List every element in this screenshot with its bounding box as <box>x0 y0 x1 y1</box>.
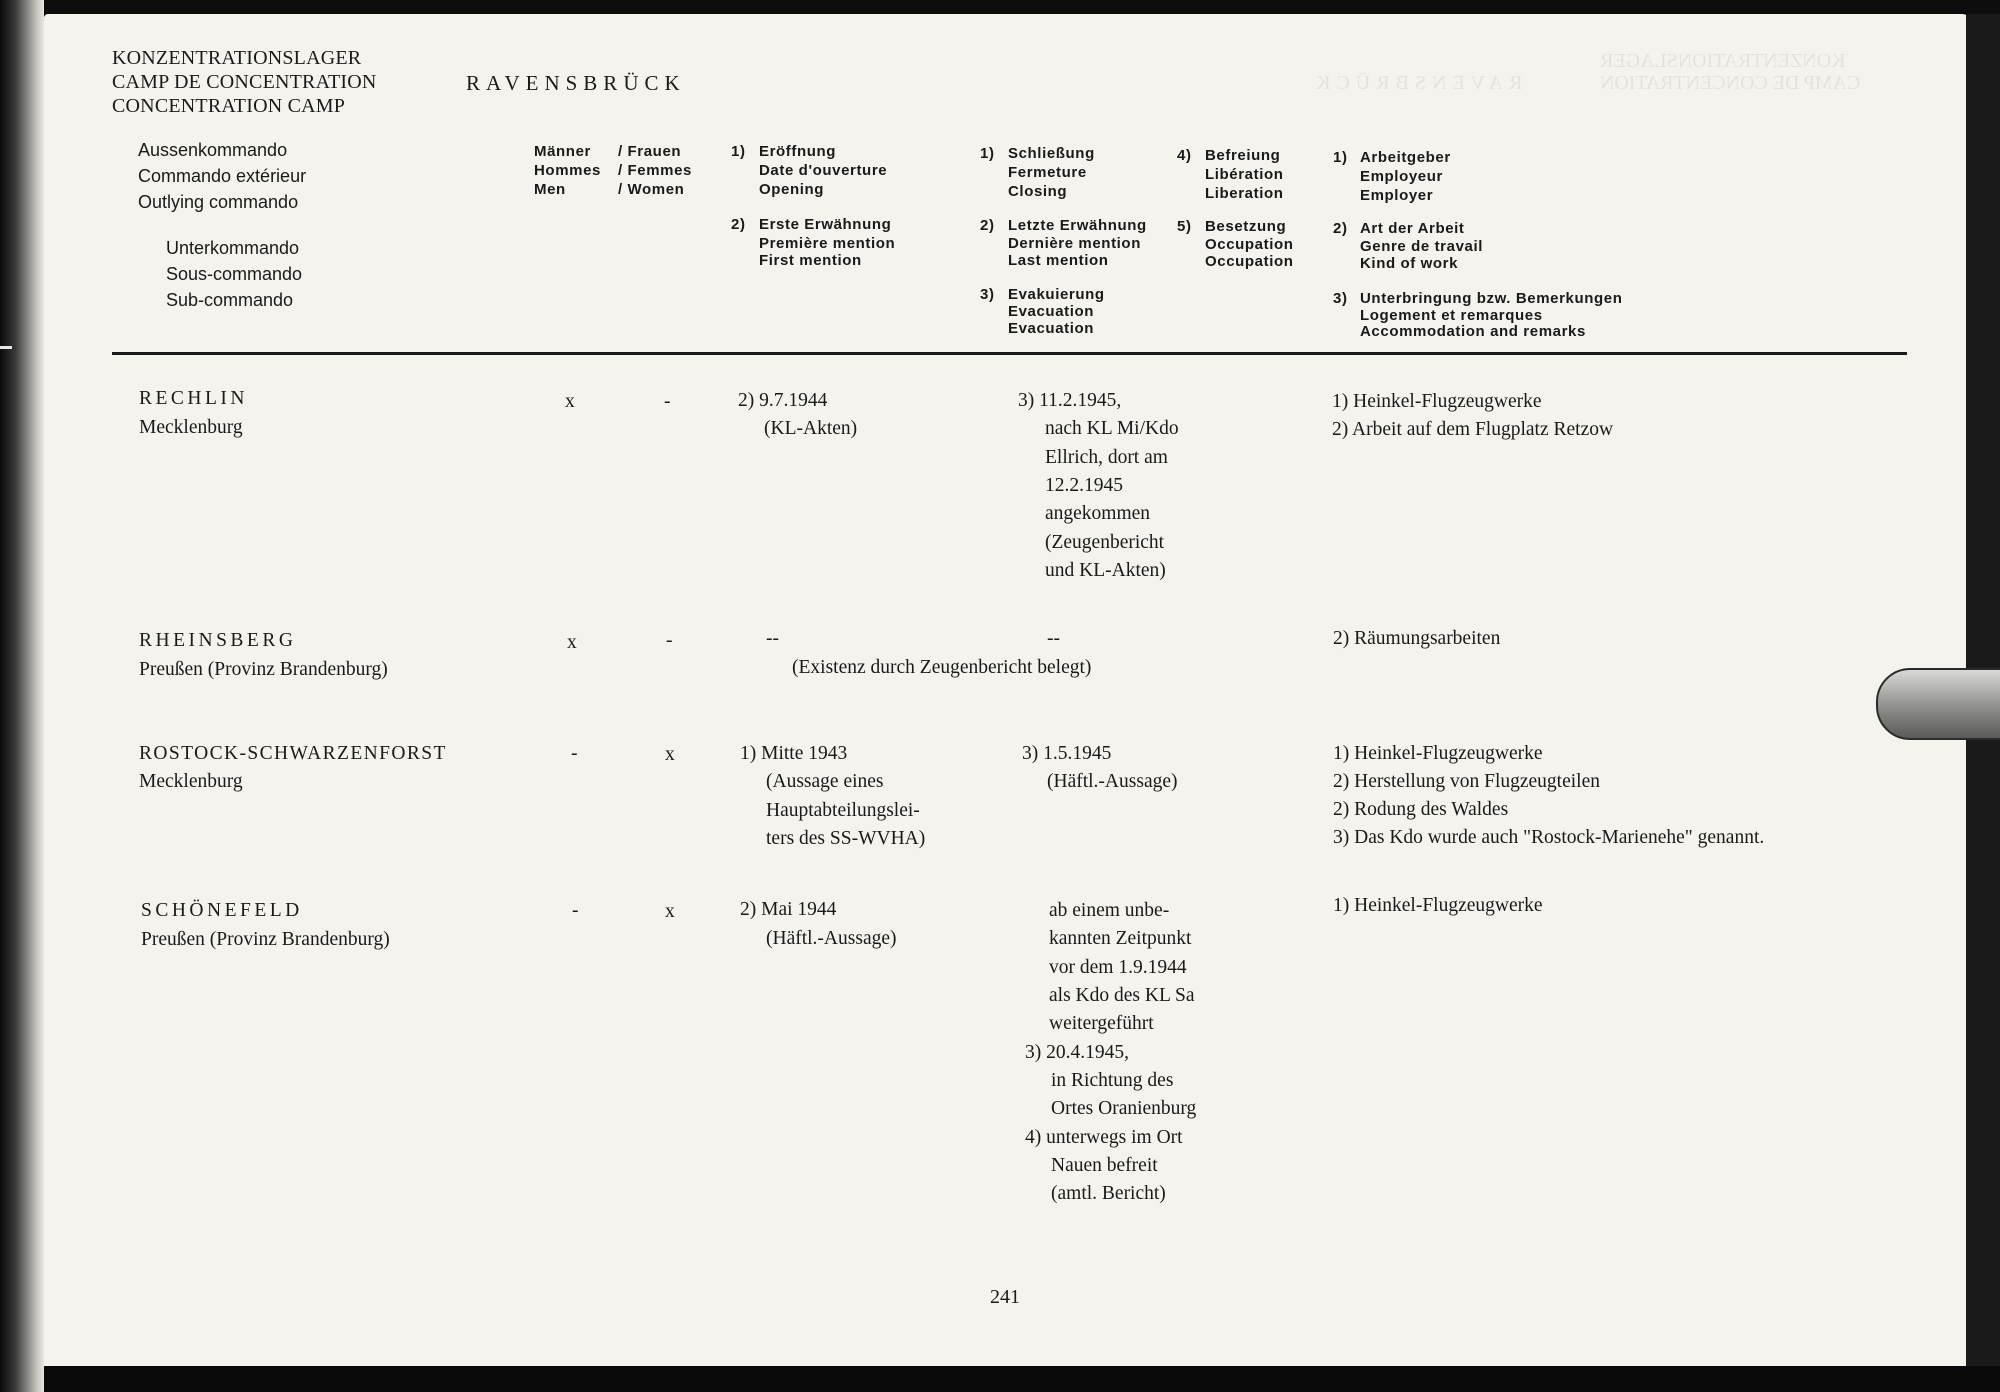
opening-number: 1) <box>731 143 746 160</box>
closing-number: 1) <box>980 145 995 162</box>
men-header: Hommes <box>534 162 601 179</box>
closing-line: 4) unterwegs im Ort <box>1025 1127 1183 1148</box>
closing-line: Ellrich, dort am <box>1045 447 1168 468</box>
bleed-through-name: RAVENSBRÜCK <box>1310 72 1523 94</box>
closing-header: Closing <box>1008 183 1068 200</box>
women-header: / Women <box>618 181 685 198</box>
remark-line: 1) Heinkel-Flugzeugwerke <box>1333 743 1543 764</box>
women-mark: - <box>666 630 673 651</box>
work-type-number: 2) <box>1333 220 1348 237</box>
page-edge-bottom <box>44 1366 2000 1392</box>
remark-line: 2) Rodung des Waldes <box>1333 799 1509 820</box>
occupation-header: Occupation <box>1205 236 1294 253</box>
camp-name: RAVENSBRÜCK <box>466 71 686 95</box>
opening-line: (KL-Akten) <box>764 418 858 439</box>
closing-line: (Zeugenbericht <box>1045 532 1165 553</box>
closing-line: 3) 20.4.1945, <box>1025 1042 1129 1063</box>
liberation-number: 4) <box>1177 147 1192 164</box>
men-mark: x <box>567 632 577 653</box>
last-mention-header: Dernière mention <box>1008 235 1141 252</box>
header-divider <box>112 352 1907 355</box>
first-mention-header: Erste Erwähnung <box>759 216 892 233</box>
men-mark: - <box>571 743 578 764</box>
accommodation-header: Accommodation and remarks <box>1360 323 1586 340</box>
camp-label-line: CONCENTRATION CAMP <box>112 95 346 117</box>
remark-line: 3) Das Kdo wurde auch "Rostock-Marienehe" genannt. <box>1333 827 1765 848</box>
liberation-header: Libération <box>1205 166 1284 183</box>
opening-header: Opening <box>759 181 825 198</box>
first-mention-header: Première mention <box>759 235 896 252</box>
existence-note: (Existenz durch Zeugenbericht belegt) <box>792 657 1092 678</box>
employer-header: Employer <box>1360 187 1434 204</box>
opening-line: 2) 9.7.1944 <box>738 390 828 411</box>
evacuation-number: 3) <box>980 286 995 303</box>
entry-region: Preußen (Provinz Brandenburg) <box>141 929 390 950</box>
entry-region: Mecklenburg <box>139 771 243 792</box>
margin-tick <box>0 346 12 349</box>
closing-header: Schließung <box>1008 145 1095 162</box>
entry-name: ROSTOCK-SCHWARZENFORST <box>139 743 447 764</box>
closing-line: als Kdo des KL Sa <box>1049 985 1195 1006</box>
occupation-header: Occupation <box>1205 253 1294 270</box>
opening-line: ters des SS-WVHA) <box>766 828 926 849</box>
women-header: / Frauen <box>618 143 682 160</box>
evacuation-header: Evacuation <box>1008 303 1095 320</box>
employer-header: Arbeitgeber <box>1360 149 1451 166</box>
closing-line: 3) 1.5.1945 <box>1022 743 1112 764</box>
page-tab-clip <box>1876 668 2000 740</box>
closing-line: vor dem 1.9.1944 <box>1049 957 1187 978</box>
last-mention-header: Letzte Erwähnung <box>1008 217 1147 234</box>
evacuation-header: Evakuierung <box>1008 286 1105 303</box>
closing-line: weitergeführt <box>1049 1013 1154 1034</box>
employer-header: Employeur <box>1360 168 1443 185</box>
closing-line: angekommen <box>1045 503 1151 524</box>
employer-number: 1) <box>1333 149 1348 166</box>
evacuation-header: Evacuation <box>1008 320 1095 337</box>
liberation-header: Befreiung <box>1205 147 1281 164</box>
opening-header: Eröffnung <box>759 143 837 160</box>
work-type-header: Art der Arbeit <box>1360 220 1465 237</box>
women-header: / Femmes <box>618 162 692 179</box>
aussenkommando-label: Outlying commando <box>138 192 299 212</box>
entry-region: Mecklenburg <box>139 417 243 438</box>
unterkommando-label: Sous-commando <box>166 264 303 284</box>
closing-line: 3) 11.2.1945, <box>1018 390 1122 411</box>
remark-line: 1) Heinkel-Flugzeugwerke <box>1333 895 1543 916</box>
work-type-header: Genre de travail <box>1360 238 1483 255</box>
aussenkommando-label: Aussenkommando <box>138 140 288 160</box>
unterkommando-label: Unterkommando <box>166 238 300 258</box>
women-mark: x <box>665 901 675 922</box>
remark-line: 2) Räumungsarbeiten <box>1333 628 1501 649</box>
men-mark: - <box>572 900 579 921</box>
page-number: 241 <box>990 1286 1020 1308</box>
opening-line: 1) Mitte 1943 <box>740 743 848 764</box>
opening-line: (Häftl.-Aussage) <box>766 928 897 949</box>
aussenkommando-label: Commando extérieur <box>138 166 307 186</box>
opening-header: Date d'ouverture <box>759 162 888 179</box>
remark-line: 1) Heinkel-Flugzeugwerke <box>1332 391 1542 412</box>
women-mark: x <box>665 744 675 765</box>
closing-line: in Richtung des <box>1051 1070 1174 1091</box>
remark-line: 2) Arbeit auf dem Flugplatz Retzow <box>1332 419 1614 440</box>
first-mention-number: 2) <box>731 216 746 233</box>
bleed-through-header: KONZENTRATIONSLAGER <box>1600 50 1846 72</box>
accommodation-header: Logement et remarques <box>1360 307 1543 324</box>
first-mention-header: First mention <box>759 252 862 269</box>
closing-line: 12.2.1945 <box>1045 475 1123 496</box>
closing-line: (amtl. Bericht) <box>1051 1183 1166 1204</box>
entry-name: RECHLIN <box>139 388 248 409</box>
book-gutter <box>0 0 44 1392</box>
last-mention-header: Last mention <box>1008 252 1109 269</box>
camp-label-line: KONZENTRATIONSLAGER <box>112 47 362 69</box>
camp-label-line: CAMP DE CONCENTRATION <box>112 71 377 93</box>
entry-name: SCHÖNEFELD <box>141 900 303 921</box>
closing-line: nach KL Mi/Kdo <box>1045 418 1179 439</box>
bleed-through-header: CAMP DE CONCENTRATION <box>1600 72 1861 94</box>
closing-line: Nauen befreit <box>1051 1155 1158 1176</box>
entry-name: RHEINSBERG <box>139 630 297 651</box>
women-mark: - <box>664 391 671 412</box>
last-mention-number: 2) <box>980 217 995 234</box>
men-header: Männer <box>534 143 591 160</box>
closing-line: Ortes Oranienburg <box>1051 1098 1197 1119</box>
occupation-number: 5) <box>1177 218 1192 235</box>
closing-header: Fermeture <box>1008 164 1087 181</box>
men-header: Men <box>534 181 566 198</box>
entry-region: Preußen (Provinz Brandenburg) <box>139 659 388 680</box>
closing-line: kannten Zeitpunkt <box>1049 928 1192 949</box>
closing-line: und KL-Akten) <box>1045 560 1166 581</box>
opening-line: 2) Mai 1944 <box>740 899 837 920</box>
accommodation-number: 3) <box>1333 290 1348 307</box>
liberation-header: Liberation <box>1205 185 1284 202</box>
accommodation-header: Unterbringung bzw. Bemerkungen <box>1360 290 1623 307</box>
occupation-header: Besetzung <box>1205 218 1287 235</box>
unterkommando-label: Sub-commando <box>166 290 294 310</box>
opening-line: -- <box>766 628 779 649</box>
work-type-header: Kind of work <box>1360 255 1459 272</box>
opening-line: (Aussage eines <box>766 771 884 792</box>
remark-line: 2) Herstellung von Flugzeugteilen <box>1333 771 1600 792</box>
closing-line: ab einem unbe- <box>1049 900 1170 921</box>
opening-line: Hauptabteilungslei- <box>766 800 920 821</box>
men-mark: x <box>565 391 575 412</box>
closing-line: (Häftl.-Aussage) <box>1047 771 1178 792</box>
closing-line: -- <box>1047 628 1060 649</box>
